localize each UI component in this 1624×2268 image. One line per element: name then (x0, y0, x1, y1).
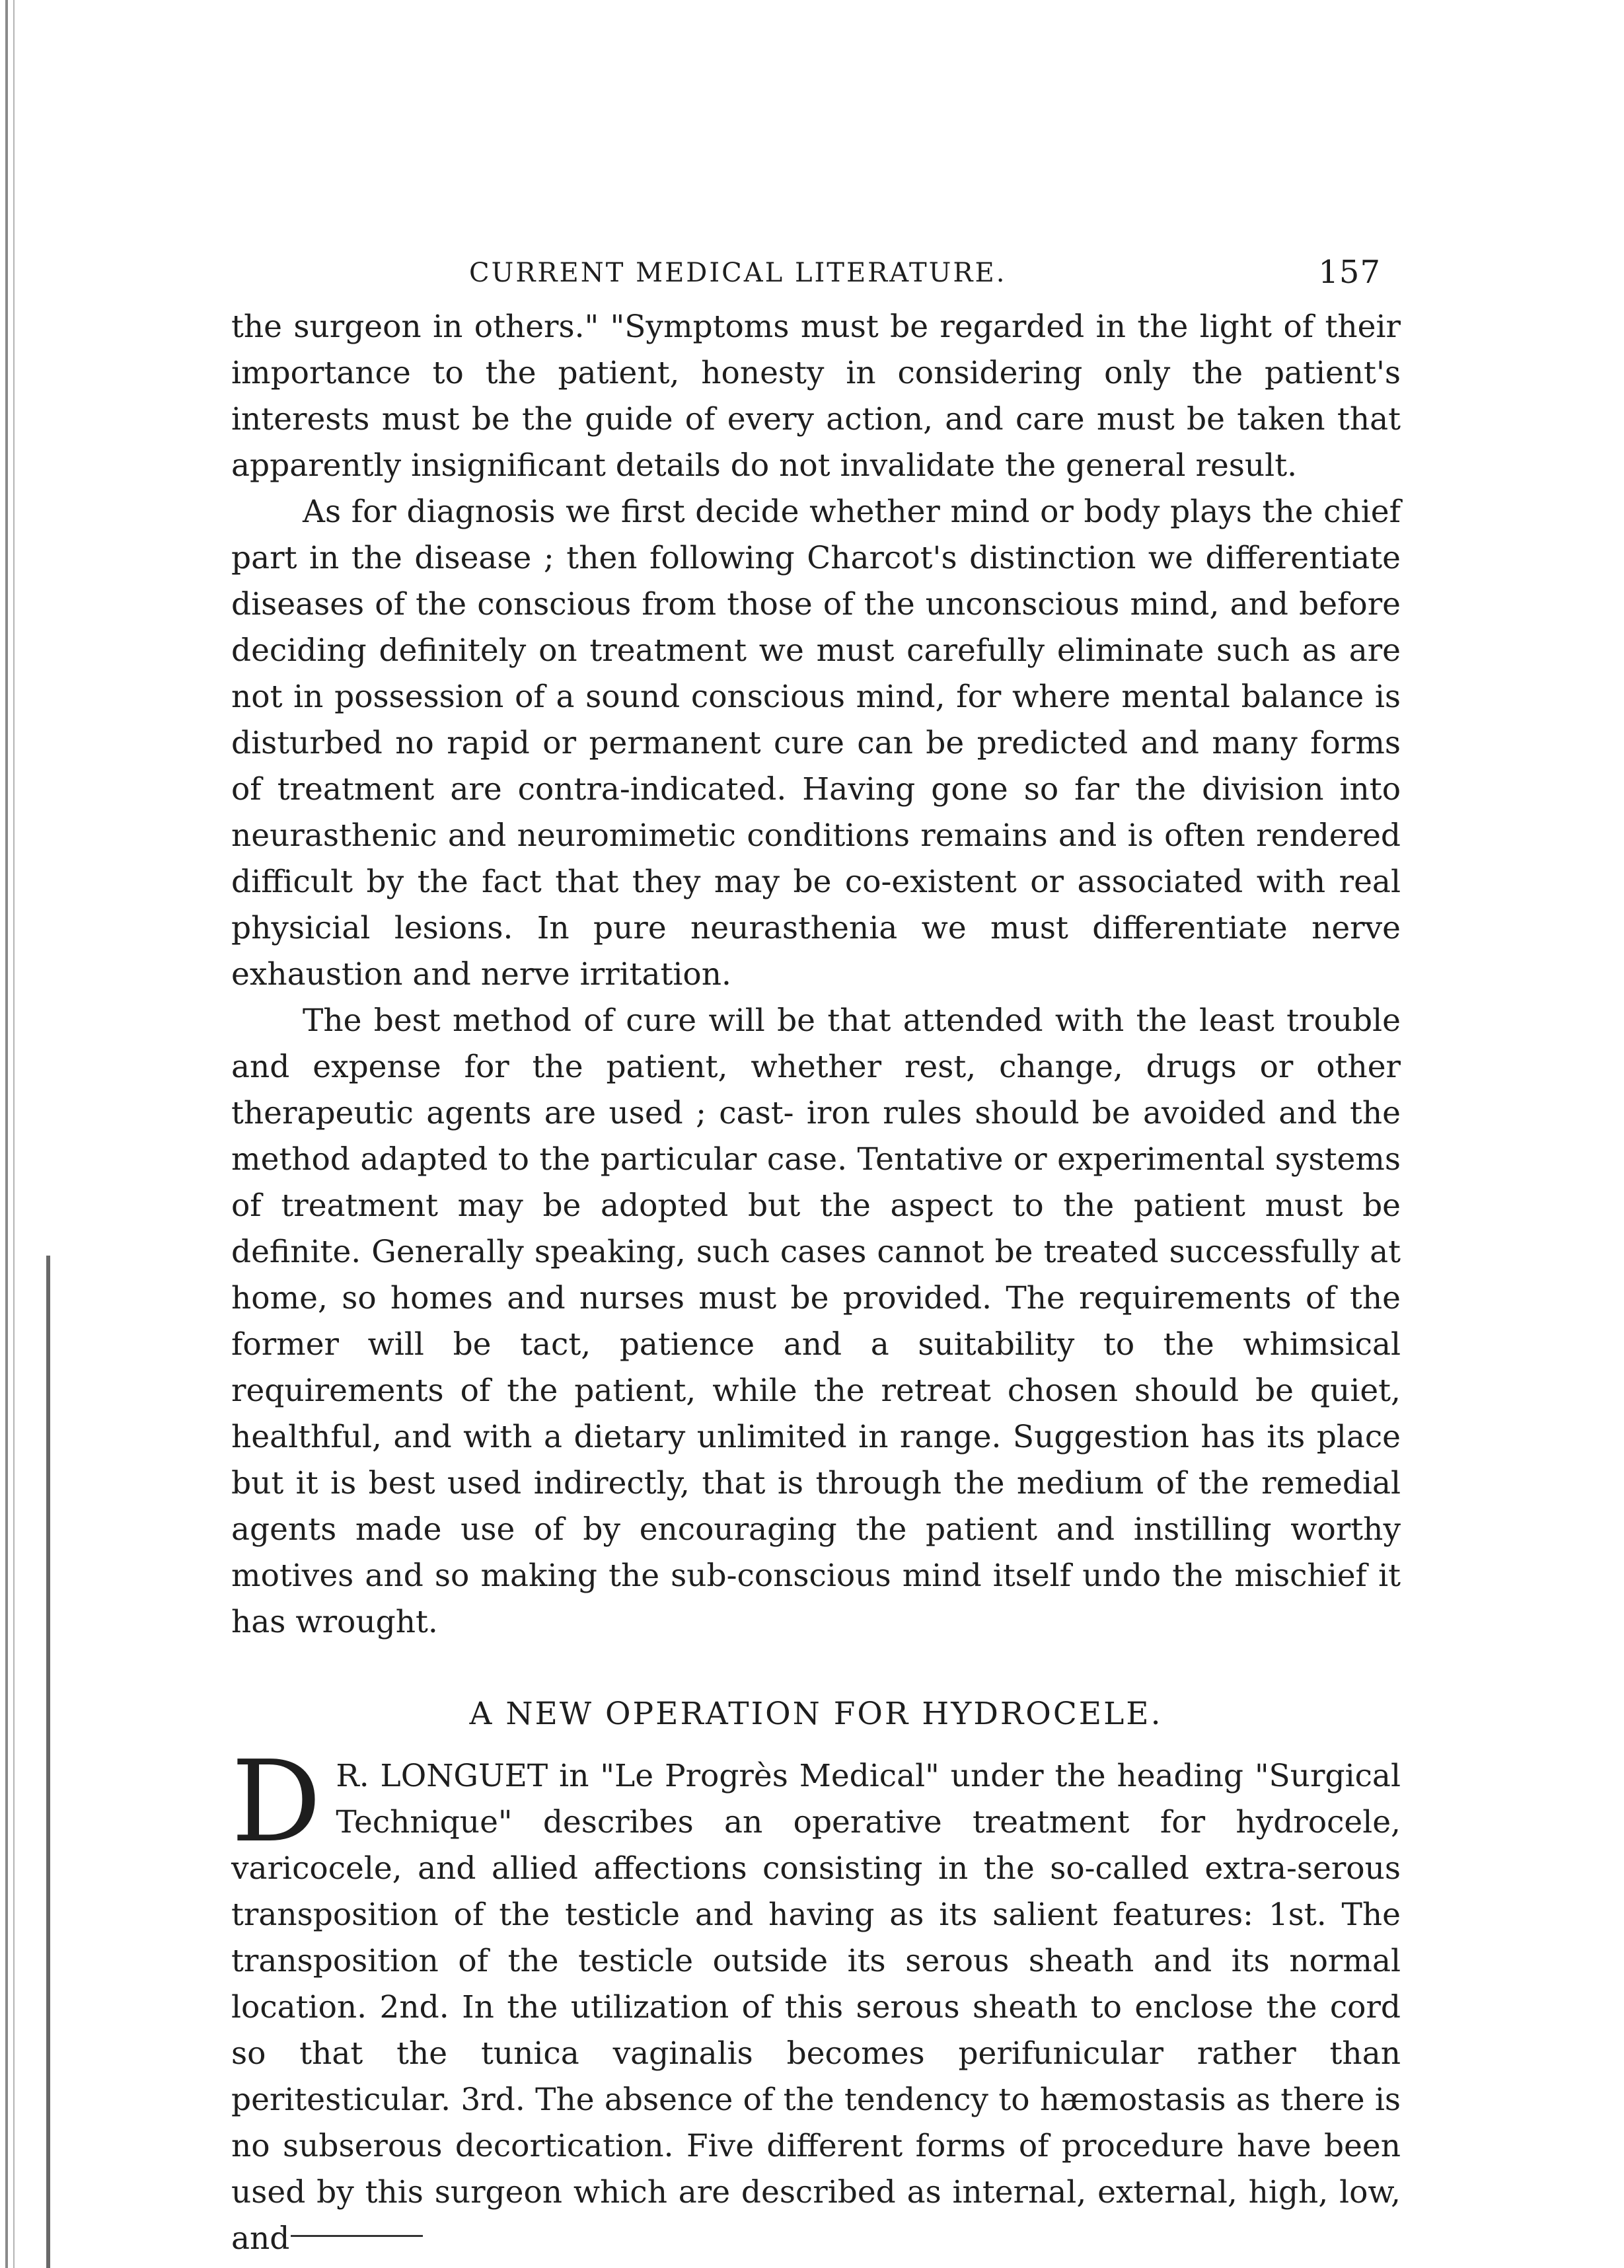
running-head (231, 254, 1401, 304)
paragraph-cure-method: The best method of cure will be that attended with the least trouble and expense for the patient, whether rest, change, drugs or other therapeutic agents are used ; cast- iron rules should be avoided and the method adapted to the particular case. Tentative or experimental systems of treatment may be adopted but the aspect to the patient must be definite. Generally speaking, such cases cannot be treated successfully at home, so homes and nurses must be provided. The requirements of the former will be tact, patience and a suitability to the whimsical requirements of the patient, while the retreat chosen should be quiet, healthful, and with a dietary unlimited in range. Suggestion has its place but it is best used indirectly, that is through the medium of the remedial agents made use of by encouraging the patient and instilling worthy motives and so making the sub-conscious mind itself undo the mischief it has wrought. (231, 1002, 1401, 1640)
paragraph-diagnosis: As for diagnosis we first decide whether mind or body plays the chief part in the disease ; then following Charcot's distinction we differentiate diseases of the conscious from those of the unconscious mind, and before deciding definitely on treatment we must carefully eliminate such as are not in possession of a sound conscious mind, for where mental balance is disturbed no rapid or permanent cure can be predicted and many forms of treatment are contra-indicated. Having gone so far the division into neurasthenic and neuromimetic conditions remains and is often rendered difficult by the fact that they may be co-existent or associated with real physicial lesions. In pure neurasthenia we must differentiate nerve exhaustion and nerve irritation. (231, 494, 1401, 993)
section-body (231, 1737, 1401, 2262)
page-number: 157 (1318, 254, 1381, 291)
page-body (231, 254, 1401, 2262)
binding-edge-line-thin (13, 0, 15, 2268)
binding-edge-shadow (46, 1256, 50, 2268)
footer-rule (291, 2235, 423, 2237)
section-heading: A NEW OPERATION FOR HYDROCELE. (469, 1696, 1163, 1732)
section-body-text: R. LONGUET in "Le Progrès Medical" under the heading "Surgical Technique" describes an operative treatment for hydrocele, varicocele, and allied affections consisting in the so-called extra-serous transposition of the testicle and having as its salient features: 1st. The transposition of the testicle outside its serous sheath and its normal location. 2nd. In the utilization of this serous sheath to enclose the cord so that the tunica vaginalis becomes perifunicular rather than peritesticular. 3rd. The absence of the tendency to hæmostasis as there is no subserous decortication. Five different forms of procedure have been used by this surgeon which are described as internal, external, high, low, and (231, 1758, 1401, 2257)
drop-cap: D (231, 1737, 322, 1868)
binding-edge-line (5, 0, 8, 2268)
running-head-title: CURRENT MEDICAL LITERATURE. (469, 258, 1007, 288)
paragraph-continuation: the surgeon in others." "Symptoms must be regarded in the light of their importance to the patient, honesty in considering only the patient's interests must be the guide of every action, and care must be taken that apparently insignificant details do not invalidate the general result. (231, 309, 1401, 484)
